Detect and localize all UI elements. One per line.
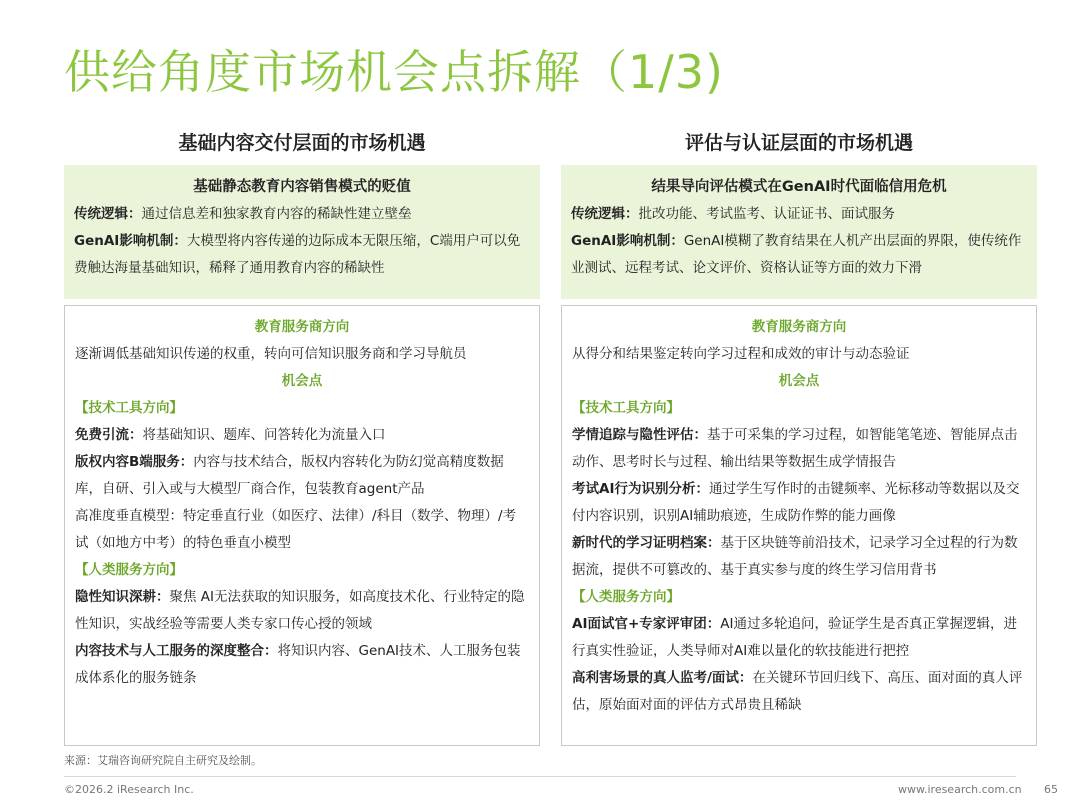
left-traditional-logic: 传统逻辑：通过信息差和独家教育内容的稀缺性建立壁垒	[74, 206, 412, 222]
left-column-heading: 基础内容交付层面的市场机遇	[178, 132, 426, 154]
left-column	[64, 126, 540, 746]
list-item: AI面试官+专家评审团：AI通过多轮追问，验证学生是否真正掌握逻辑，进行真实性验证，人类导师对AI难以量化的软技能进行把控	[572, 616, 1018, 659]
left-human-tag: 【人类服务方向】	[75, 562, 183, 578]
right-direction-title: 教育服务商方向	[751, 319, 847, 335]
list-item: 高准度垂直模型：特定垂直行业（如医疗、法律）/科目（数学、物理）/考试（如地方中考）的特色垂直小模型	[75, 508, 517, 551]
right-column-heading: 评估与认证层面的市场机遇	[684, 132, 913, 154]
right-traditional-logic: 传统逻辑：批改功能、考试监考、认证证书、面试服务	[571, 206, 895, 222]
left-opportunity-title: 机会点	[281, 373, 323, 389]
list-item: 版权内容B端服务：内容与技术结合，版权内容转化为防幻觉高精度数据库，自研、引入或与大模型厂商合作，包装教育agent产品	[75, 454, 504, 497]
right-direction-text: 从得分和结果鉴定转向学习过程和成效的审计与动态验证	[572, 346, 910, 362]
left-direction-title: 教育服务商方向	[254, 319, 350, 335]
left-genai-mechanism: GenAI影响机制：大模型将内容传递的边际成本无限压缩，C端用户可以免费触达海量基础知识，稀释了通用教育内容的稀缺性	[74, 233, 521, 276]
page-title: 供给角度市场机会点拆解（1/3)	[64, 45, 724, 99]
list-item: 免费引流：将基础知识、题库、问答转化为流量入口	[75, 427, 386, 443]
page-number: 65	[1044, 783, 1058, 796]
footer-divider	[64, 776, 1016, 777]
right-opportunity-box	[561, 305, 1037, 746]
left-tech-tag: 【技术工具方向】	[75, 400, 183, 416]
copyright: ©2026.2 iResearch Inc.	[64, 783, 194, 796]
right-impact-title: 结果导向评估模式在GenAI时代面临信用危机	[651, 179, 947, 195]
left-opportunity-box	[64, 305, 540, 746]
right-impact-box	[561, 165, 1037, 299]
left-impact-title: 基础静态教育内容销售模式的贬值	[193, 179, 411, 195]
left-direction-text: 逐渐调低基础知识传递的权重，转向可信知识服务商和学习导航员	[75, 346, 467, 362]
right-column	[561, 126, 1037, 746]
list-item: 隐性知识深耕：聚焦 AI无法获取的知识服务，如高度技术化、行业特定的隐性知识，实战经验等需要人类专家口传心授的领域	[75, 589, 525, 632]
list-item: 新时代的学习证明档案：基于区块链等前沿技术，记录学习全过程的行为数据流，提供不可篡改的、基于真实参与度的终生学习信用背书	[572, 535, 1018, 578]
list-item: 考试AI行为识别分析：通过学生写作时的击键频率、光标移动等数据以及交付内容识别，识别AI辅助痕迹，生成防作弊的能力画像	[572, 481, 1020, 524]
left-impact-box	[64, 165, 540, 299]
list-item: 高利害场景的真人监考/面试：在关键环节回归线下、高压、面对面的真人评估，原始面对面的评估方式昂贵且稀缺	[572, 670, 1023, 713]
list-item: 内容技术与人工服务的深度整合：将知识内容、GenAI技术、人工服务包装成体系化的服务链条	[75, 643, 521, 686]
right-opportunity-title: 机会点	[778, 373, 820, 389]
right-genai-mechanism: GenAI影响机制：GenAI模糊了教育结果在人机产出层面的界限，使传统作业测试、远程考试、论文评价、资格认证等方面的效力下滑	[571, 233, 1022, 276]
list-item: 学情追踪与隐性评估：基于可采集的学习过程，如智能笔笔迹、智能屏点击动作、思考时长与过程、输出结果等数据生成学情报告	[572, 427, 1018, 470]
right-tech-tag: 【技术工具方向】	[572, 400, 680, 416]
source-note: 来源：艾瑞咨询研究院自主研究及绘制。	[64, 754, 262, 767]
right-human-tag: 【人类服务方向】	[572, 589, 680, 605]
website-link[interactable]: www.iresearch.com.cn	[898, 783, 1022, 796]
